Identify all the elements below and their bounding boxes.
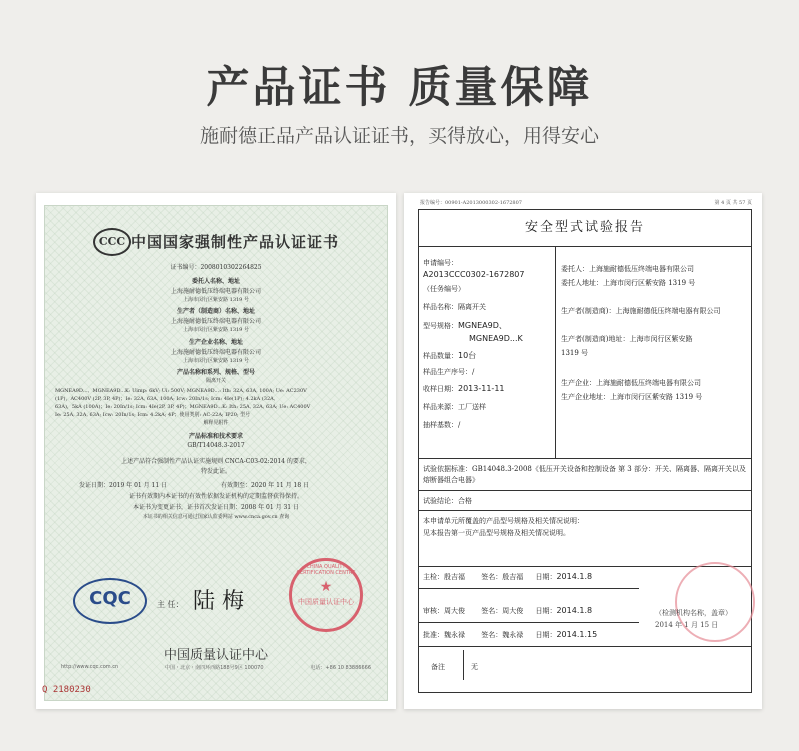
report-frame: [418, 209, 752, 693]
certificate-serial: Q 2180230: [42, 685, 91, 695]
remark-value: 无: [471, 663, 478, 671]
organization-name: 中国质量认证中心: [163, 648, 268, 663]
producer-label: 生产者（制造商）名称、地址: [176, 308, 255, 315]
approver-row: 批准：魏永禄 签名：魏永禄 日期：2014.1.15: [423, 630, 598, 639]
certificate-body: [44, 205, 388, 701]
client-address: 上海市闵行区紫安路 1319 号: [183, 297, 249, 303]
certification-seal: CHINA QUALITY CERTIFICATION CENTRE ★ 中国质量认证中心: [289, 558, 363, 632]
source-row: 样品来源：工厂送样: [423, 403, 486, 411]
cqc-logo: CQC: [73, 578, 147, 624]
reviewer-row: 审核：周大俊 签名：周大俊 日期：2014.1.8: [423, 606, 593, 615]
sample-name-row: 样品名称：隔离开关: [423, 303, 486, 311]
client-addr-row: 委托人地址：上海市闵行区紫安路 1319 号: [561, 279, 696, 287]
verify-note: 本证书的相关信息可通过国家认监委网站 www.cnca.gov.cn 查询: [142, 514, 290, 520]
test-conclusion: 试验结论：合格: [423, 497, 472, 505]
client-row: 委托人：上海施耐德低压终端电器有限公司: [561, 265, 694, 273]
model-row: 型号规格：MGNEA9D、: [423, 321, 507, 330]
model-line: MGNEA9D...K: [469, 334, 523, 343]
producer-row: 生产者(制造商)：上海施耐德低压终端电器有限公司: [561, 307, 721, 315]
validity-note: 证书有效期内本证书的有效性依据发证机构的定期监督获得保持。: [128, 493, 303, 500]
spec-line: 63A)，5kA (100A)；Ie: 20In/1s; Icm: 4Ie(2P, 3P, 4P)；MGNEA9D...K: Ith: 25A, 32A, 63A; Ue: AC400V: [55, 404, 311, 410]
remark-line: 见本报告第一页产品型号规格及相关情况说明。: [423, 529, 570, 537]
valid-date: 有效期至：2020 年 11 月 18 日: [221, 482, 310, 489]
spec-line: 解释见附件: [203, 420, 229, 426]
factory-address: 上海市闵行区紫安路 1319 号: [183, 358, 249, 364]
standard-label: 产品标准和技术要求: [188, 433, 243, 440]
spec-line: Ie: 25A, 32A, 63A; Icw: 20In/1s; Icm: 4.2kA; 4P；使用类别: AC-22A; IP20; 型号: [55, 412, 251, 418]
app-no-label: 申请编号：: [423, 259, 458, 267]
qty-row: 样品数量：10台: [423, 351, 477, 360]
remark-label: 备注: [431, 663, 445, 671]
client-label: 委托人名称、地址: [191, 278, 240, 285]
app-no: A2013CCC0302-1672807: [423, 270, 525, 279]
certificate-title: 中国国家强制性产品认证证书: [131, 233, 340, 251]
producer-name: 上海施耐德低压终端电器有限公司: [170, 318, 261, 325]
compliance-text: 上述产品符合强制性产品认证实施规则 CNCA-C03-02:2014 的要求，: [121, 458, 311, 465]
product-name: 隔离开关: [205, 378, 226, 384]
spec-line: (1P)，AC400V (2P, 3P, 4P)；Ie: 32A, 63A, 100A; Icw: 20In/1s; Icm: 4Ie(1P); 4.2kA (32A,: [55, 396, 276, 402]
sample-base-row: 抽样基数：/: [423, 421, 461, 429]
director-label: 主 任：: [157, 600, 184, 609]
certificate-number: 证书编号：2008010302264825: [170, 264, 262, 271]
issue-date: 发证日期：2019 年 01 月 11 日: [79, 482, 168, 489]
test-report: [404, 193, 762, 709]
director-signature: 陆 梅: [193, 589, 244, 614]
compliance-text: 特发此证。: [200, 468, 231, 475]
factory-name: 上海施耐德低压终端电器有限公司: [170, 349, 261, 356]
factory-row: 生产企业：上海施耐德低压终端电器有限公司: [561, 379, 701, 387]
page-title: 产品证书 质量保障: [206, 63, 593, 113]
standard-value: GB/T14048.3-2017: [187, 442, 245, 449]
task-label: （任务编号）: [423, 285, 465, 293]
test-basis: 试验依据标准：GB14048.3-2008《低压开关设备和控制设备 第 3 部分：开关、隔离器、隔离开关以及熔断器组合电器》: [423, 465, 746, 484]
star-icon: ★: [319, 579, 333, 595]
product-label: 产品名称和系列、规格、型号: [176, 369, 255, 376]
producer-addr-row: 生产者(制造商)地址：上海市闵行区紫安路: [561, 335, 693, 343]
factory-addr-row: 生产企业地址：上海市闵行区紫安路 1319 号: [561, 393, 703, 401]
client-name: 上海施耐德低压终端电器有限公司: [170, 288, 261, 295]
first-issue-date: 本证书为变更证书，证书首次发证日期：2008 年 01 月 31 日: [132, 504, 300, 511]
factory-label: 生产企业名称、地址: [188, 339, 243, 346]
ccc-certificate: [36, 193, 396, 709]
report-title: 安全型式试验报告: [419, 210, 751, 247]
page-subtitle: 施耐德正品产品认证证书，买得放心，用得安心: [199, 125, 599, 147]
stamp-date: 2014 年 1 月 15 日: [655, 621, 719, 629]
producer-address: 上海市闵行区紫安路 1319 号: [183, 327, 249, 333]
testing-seal: [675, 562, 755, 642]
recv-date-row: 收样日期：2013-11-11: [423, 384, 505, 393]
remark-line: 本申请单元所覆盖的产品型号规格及相关情况说明：: [423, 517, 584, 525]
ccc-logo: CCC: [93, 228, 131, 256]
producer-addr-line2: 1319 号: [561, 349, 589, 357]
spec-line: MGNEA9D...、MGNEA9D...K: Uimp: 6kV; Ui: 500V; MGNEA9D...: Ith: 32A, 63A, 100A; Ue: AC230V: [55, 388, 307, 394]
report-header: 报告编号：00901-A2013000302-1672807 第 4 页 共 57 页: [420, 200, 752, 206]
prod-serial-row: 样品生产序号：/: [423, 368, 475, 376]
stamp-label: （检测机构名称，盖章）: [655, 609, 732, 617]
main-inspector-row: 主检：殷吉福 签名：殷吉福 日期：2014.1.8: [423, 572, 593, 581]
certificate-footer: http://www.cqc.com.cn 中国・北京・南四环西路188号9区 100070 电话：+86 10 83886666: [61, 664, 371, 671]
